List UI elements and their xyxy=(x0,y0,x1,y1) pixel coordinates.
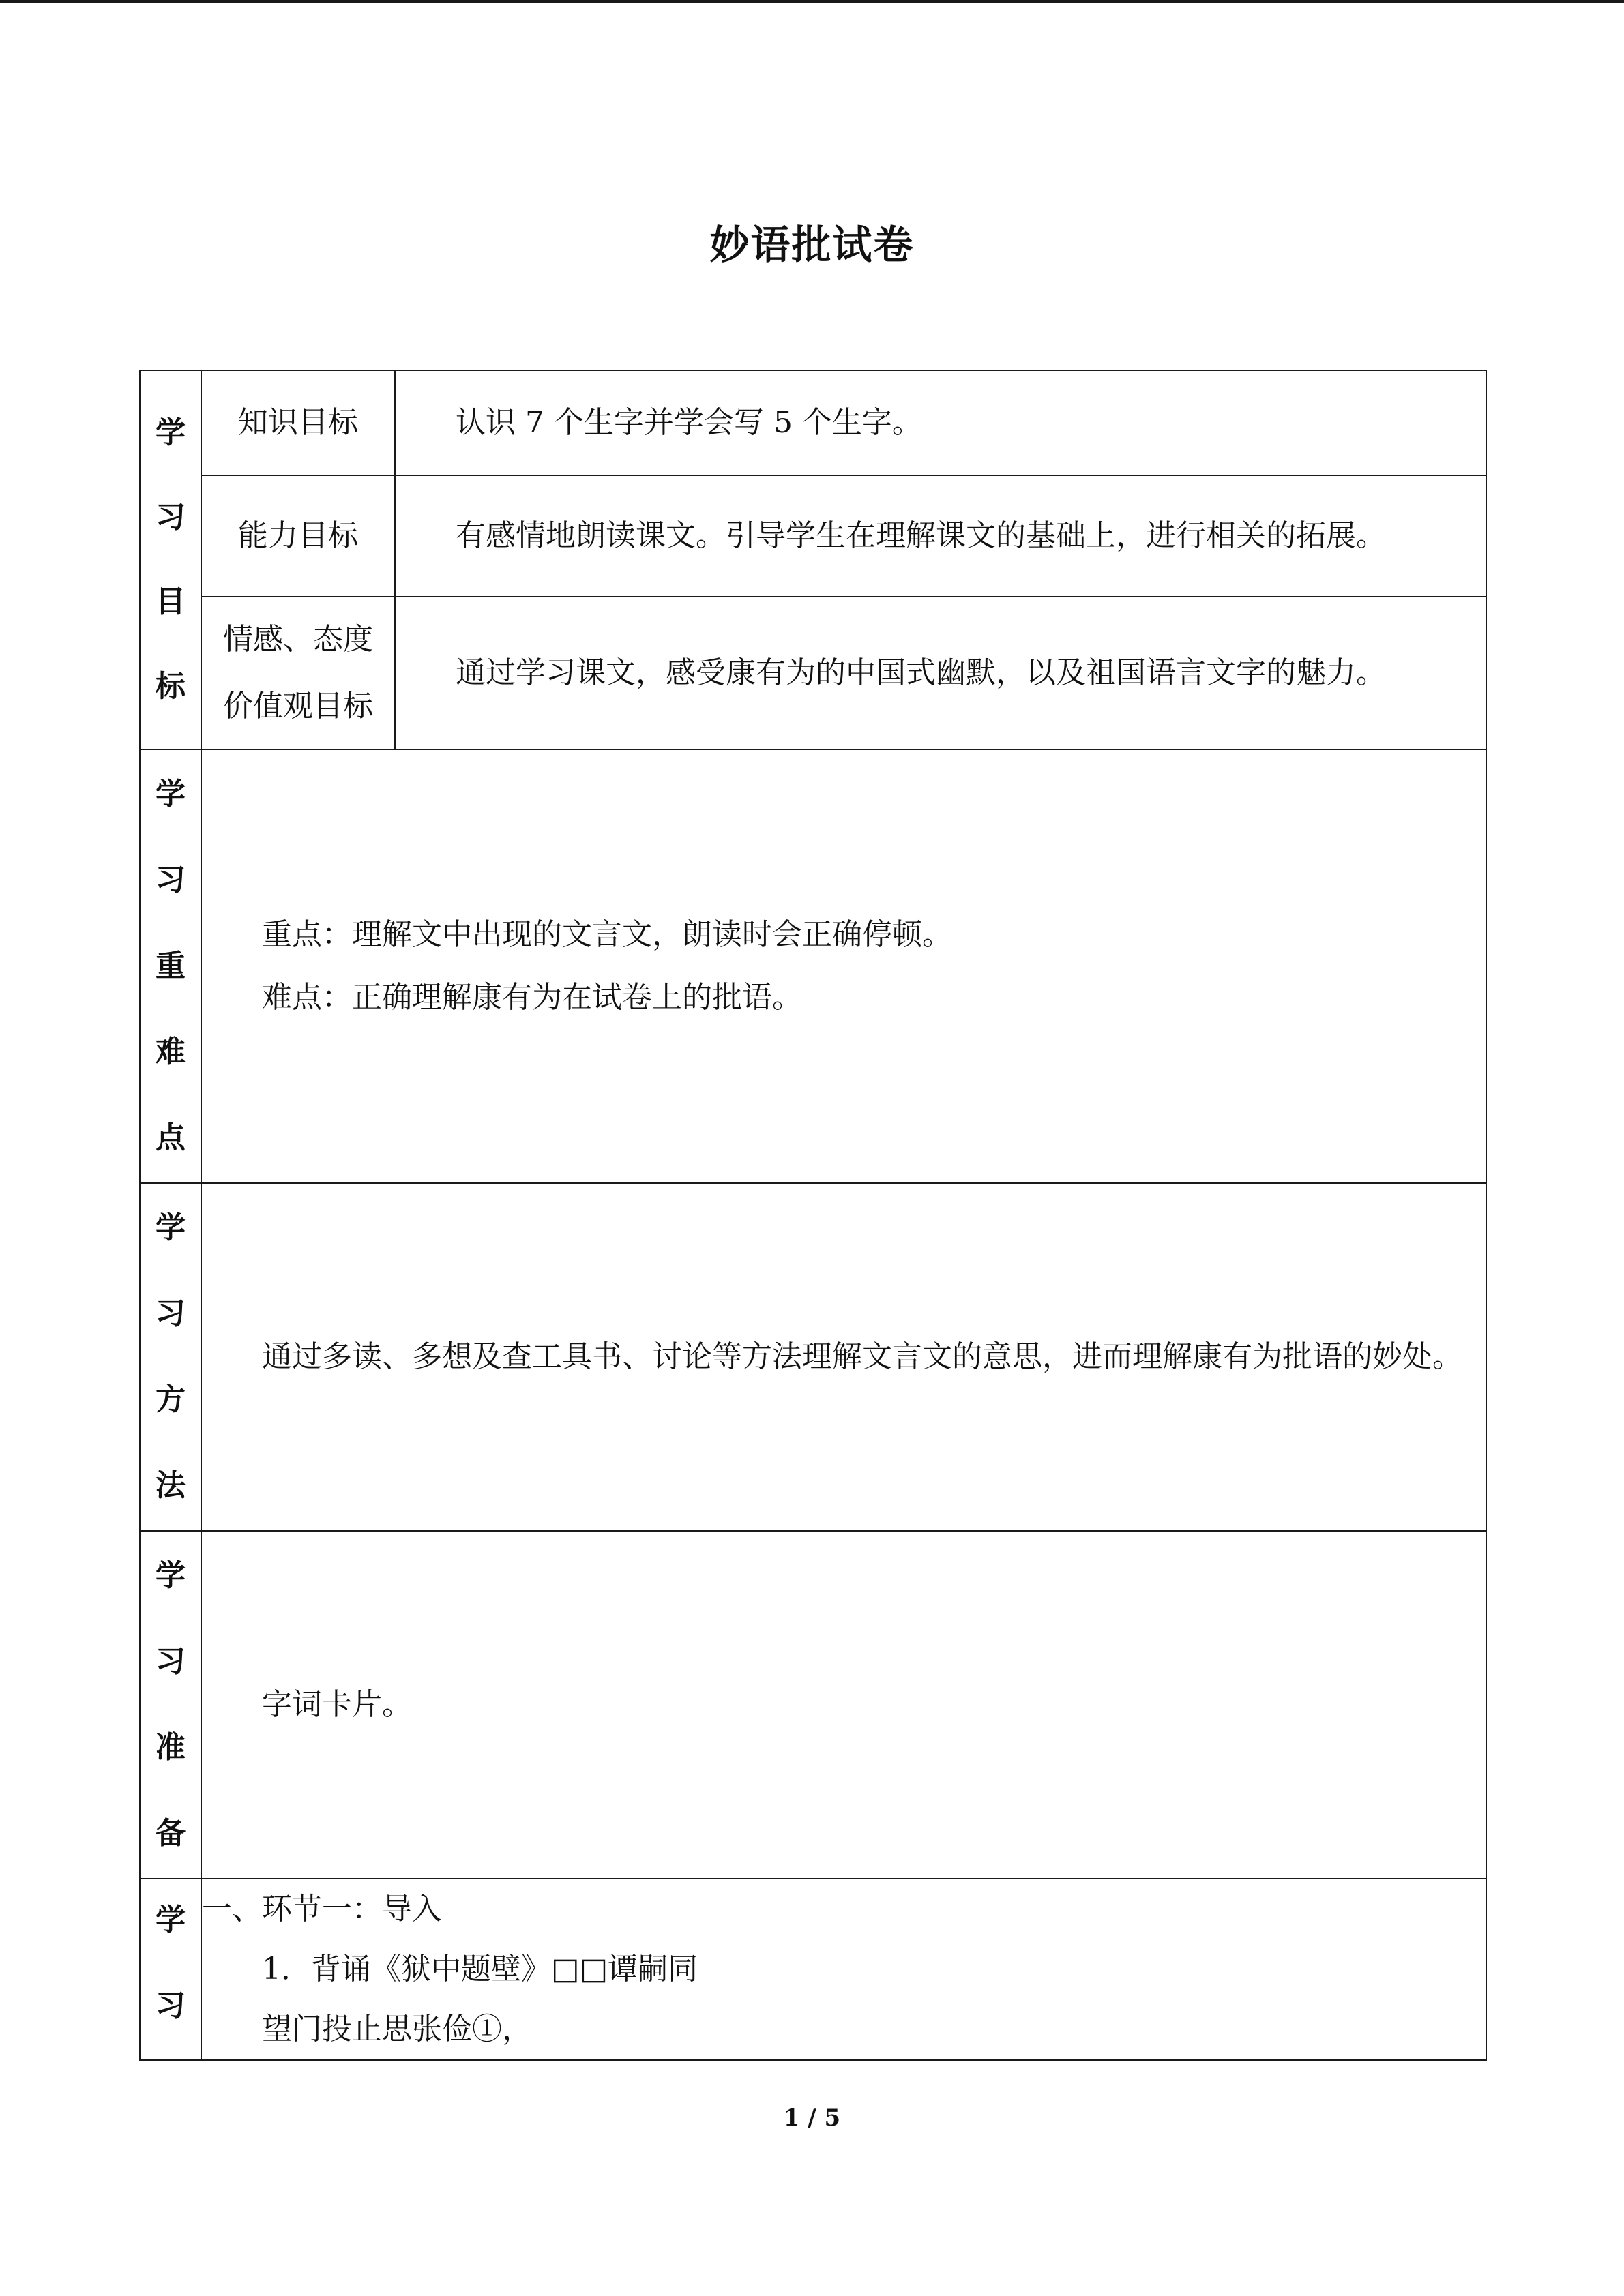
prep-row xyxy=(140,1531,1486,1879)
method-content: 通过多读、多想及查工具书、讨论等方法理解文言文的意思，进而理解康有为批语的妙处。 xyxy=(201,1183,1486,1531)
goals-heading: 学 习 目 标 xyxy=(140,370,201,749)
key-points-heading: 学 习 重 难 点 xyxy=(140,749,201,1183)
goal-label-knowledge: 知识目标 xyxy=(201,370,395,475)
process-step: 1．背诵《狱中题壁》□□谭嗣同 xyxy=(262,1952,698,1986)
method-heading: 学 习 方 法 xyxy=(140,1183,201,1531)
goal-row-knowledge xyxy=(140,370,1486,475)
goal-label-ability: 能力目标 xyxy=(201,475,395,597)
lesson-plan-table xyxy=(139,370,1487,2061)
key-points-row xyxy=(140,749,1486,1183)
process-row xyxy=(140,1879,1486,2060)
goal-row-attitude xyxy=(140,597,1486,749)
difficulty-line: 难点：正确理解康有为在试卷上的批语。 xyxy=(262,980,802,1015)
process-heading: 学 习 xyxy=(140,1879,201,2060)
top-border-line xyxy=(0,0,1624,3)
goal-label-attitude: 情感、态度 价值观目标 xyxy=(201,597,395,749)
prep-content: 字词卡片。 xyxy=(201,1531,1486,1879)
process-section-heading: 一、环节一：导入 xyxy=(202,1892,442,1926)
goal-text-attitude: 通过学习课文，感受康有为的中国式幽默，以及祖国语言文字的魅力。 xyxy=(395,597,1486,749)
process-content xyxy=(201,1879,1486,2060)
goal-text-knowledge: 认识 7 个生字并学会写 5 个生字。 xyxy=(395,370,1486,475)
key-points-content xyxy=(201,749,1486,1183)
page-title: 妙语批试卷 xyxy=(709,222,915,268)
goal-row-ability xyxy=(140,475,1486,597)
key-point-line: 重点：理解文中出现的文言文，朗读时会正确停顿。 xyxy=(262,917,952,952)
page-number: 1 / 5 xyxy=(783,2104,841,2132)
goal-text-ability: 有感情地朗读课文。引导学生在理解课文的基础上，进行相关的拓展。 xyxy=(395,475,1486,597)
prep-heading: 学 习 准 备 xyxy=(140,1531,201,1879)
method-row xyxy=(140,1183,1486,1531)
poem-line: 望门投止思张俭①， xyxy=(262,2012,532,2046)
